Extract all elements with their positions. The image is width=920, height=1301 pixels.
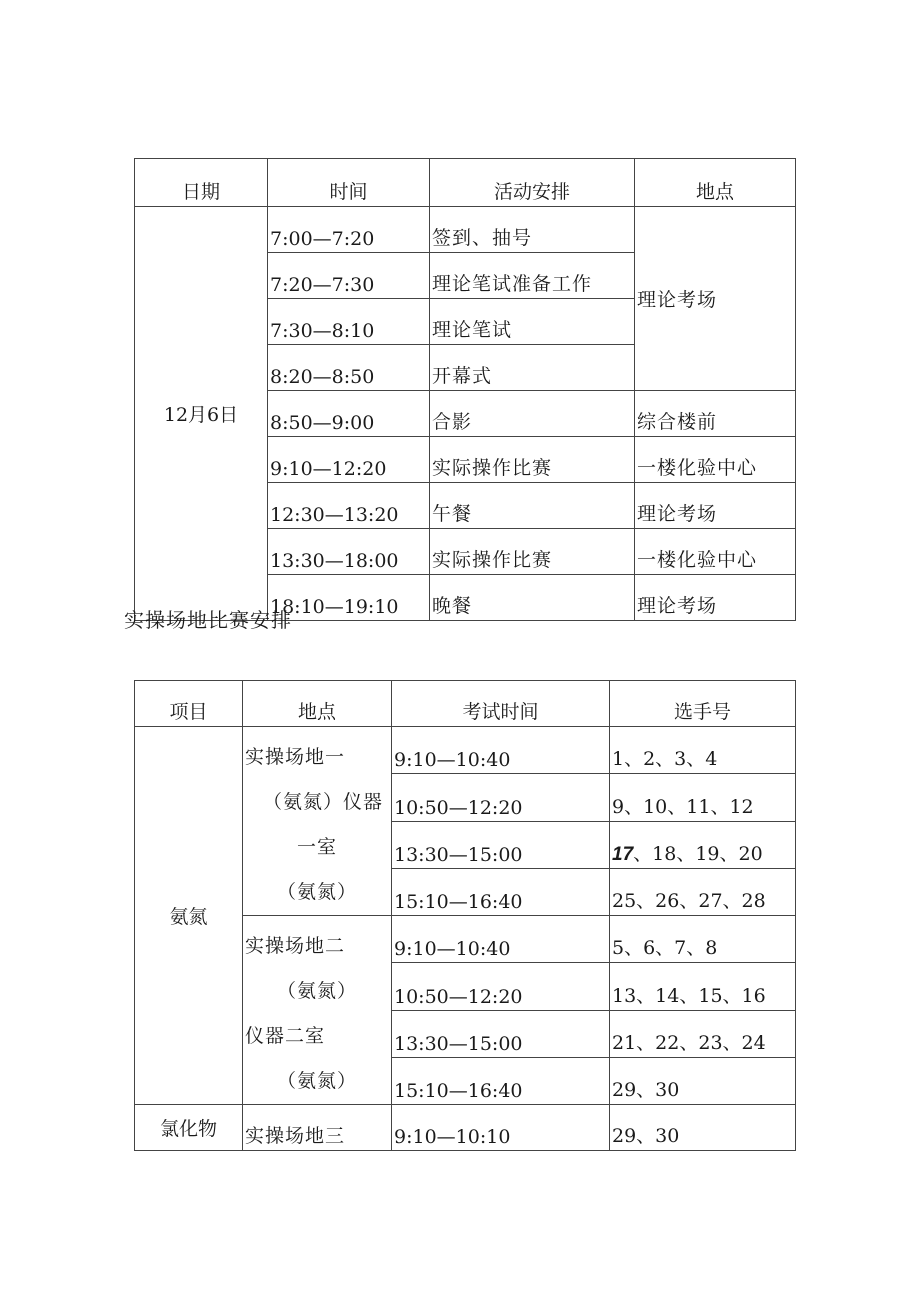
players-cell: 21、22、23、24	[610, 1010, 796, 1057]
time-cell: 8:50—9:00	[268, 391, 430, 437]
header-item: 项目	[135, 681, 243, 727]
site-line: （氨氮）仪器	[262, 791, 383, 813]
header-time: 时间	[268, 159, 430, 207]
players-cell: 1、2、3、4	[610, 727, 796, 774]
header-activity: 活动安排	[430, 159, 635, 207]
time-cell: 7:20—7:30	[268, 253, 430, 299]
activity-cell: 合影	[430, 391, 635, 437]
site-cell	[243, 916, 392, 1105]
time-cell: 7:30—8:10	[268, 299, 430, 345]
activity-cell: 晚餐	[430, 575, 635, 621]
site-cell	[243, 727, 392, 916]
schedule-header-row	[135, 159, 796, 207]
players-rest: 、18、19、20	[633, 842, 763, 865]
players-cell: 25、26、27、28	[610, 868, 796, 915]
players-cell	[610, 821, 796, 868]
time-cell: 18:10—19:10	[268, 575, 430, 621]
exam-time-cell: 9:10—10:10	[392, 1105, 610, 1151]
exam-time-cell: 10:50—12:20	[392, 963, 610, 1010]
site-line: 实操场地二	[245, 935, 346, 957]
location-cell: 一楼化验中心	[635, 529, 796, 575]
activity-cell: 签到、抽号	[430, 207, 635, 253]
table-row	[135, 207, 796, 253]
header-location: 地点	[635, 159, 796, 207]
item-cell: 氯化物	[135, 1105, 243, 1151]
activity-cell: 理论笔试准备工作	[430, 253, 635, 299]
players-cell: 13、14、15、16	[610, 963, 796, 1010]
table-row	[135, 727, 796, 774]
time-cell: 9:10—12:20	[268, 437, 430, 483]
header-exam-time: 考试时间	[392, 681, 610, 727]
item-cell: 氨氮	[135, 727, 243, 1105]
date-cell: 12月6日	[135, 207, 268, 621]
exam-time-cell: 15:10—16:40	[392, 868, 610, 915]
header-site: 地点	[243, 681, 392, 727]
exam-time-cell: 9:10—10:40	[392, 916, 610, 963]
players-first: 17	[612, 843, 634, 865]
section-title: 实操场地比赛安排	[124, 608, 292, 632]
exam-time-cell: 13:30—15:00	[392, 1010, 610, 1057]
exam-time-cell: 13:30—15:00	[392, 821, 610, 868]
schedule-table	[134, 158, 796, 621]
practical-table	[134, 680, 796, 1151]
location-cell: 理论考场	[635, 483, 796, 529]
header-player-numbers: 选手号	[610, 681, 796, 727]
site-line: （氨氮）	[276, 980, 357, 1002]
location-cell: 理论考场	[635, 207, 796, 391]
time-cell: 8:20—8:50	[268, 345, 430, 391]
site-cell: 实操场地三	[243, 1105, 392, 1151]
time-cell: 13:30—18:00	[268, 529, 430, 575]
exam-time-cell: 9:10—10:40	[392, 727, 610, 774]
players-cell: 9、10、11、12	[610, 774, 796, 821]
location-cell: 综合楼前	[635, 391, 796, 437]
players-cell: 29、30	[610, 1057, 796, 1104]
exam-time-cell: 10:50—12:20	[392, 774, 610, 821]
site-line: 仪器二室	[245, 1025, 326, 1047]
activity-cell: 理论笔试	[430, 299, 635, 345]
table-row	[135, 1105, 796, 1151]
activity-cell: 实际操作比赛	[430, 529, 635, 575]
exam-time-cell: 15:10—16:40	[392, 1057, 610, 1104]
players-cell: 29、30	[610, 1105, 796, 1151]
site-line: 一室	[296, 836, 337, 858]
players-cell: 5、6、7、8	[610, 916, 796, 963]
activity-cell: 实际操作比赛	[430, 437, 635, 483]
time-cell: 12:30—13:20	[268, 483, 430, 529]
activity-cell: 午餐	[430, 483, 635, 529]
header-date: 日期	[135, 159, 268, 207]
location-cell: 理论考场	[635, 575, 796, 621]
site-line: （氨氮）	[276, 1070, 357, 1092]
location-cell: 一楼化验中心	[635, 437, 796, 483]
site-line: （氨氮）	[276, 881, 357, 903]
time-cell: 7:00—7:20	[268, 207, 430, 253]
activity-cell: 开幕式	[430, 345, 635, 391]
practical-header-row	[135, 681, 796, 727]
site-line: 实操场地一	[245, 746, 346, 768]
